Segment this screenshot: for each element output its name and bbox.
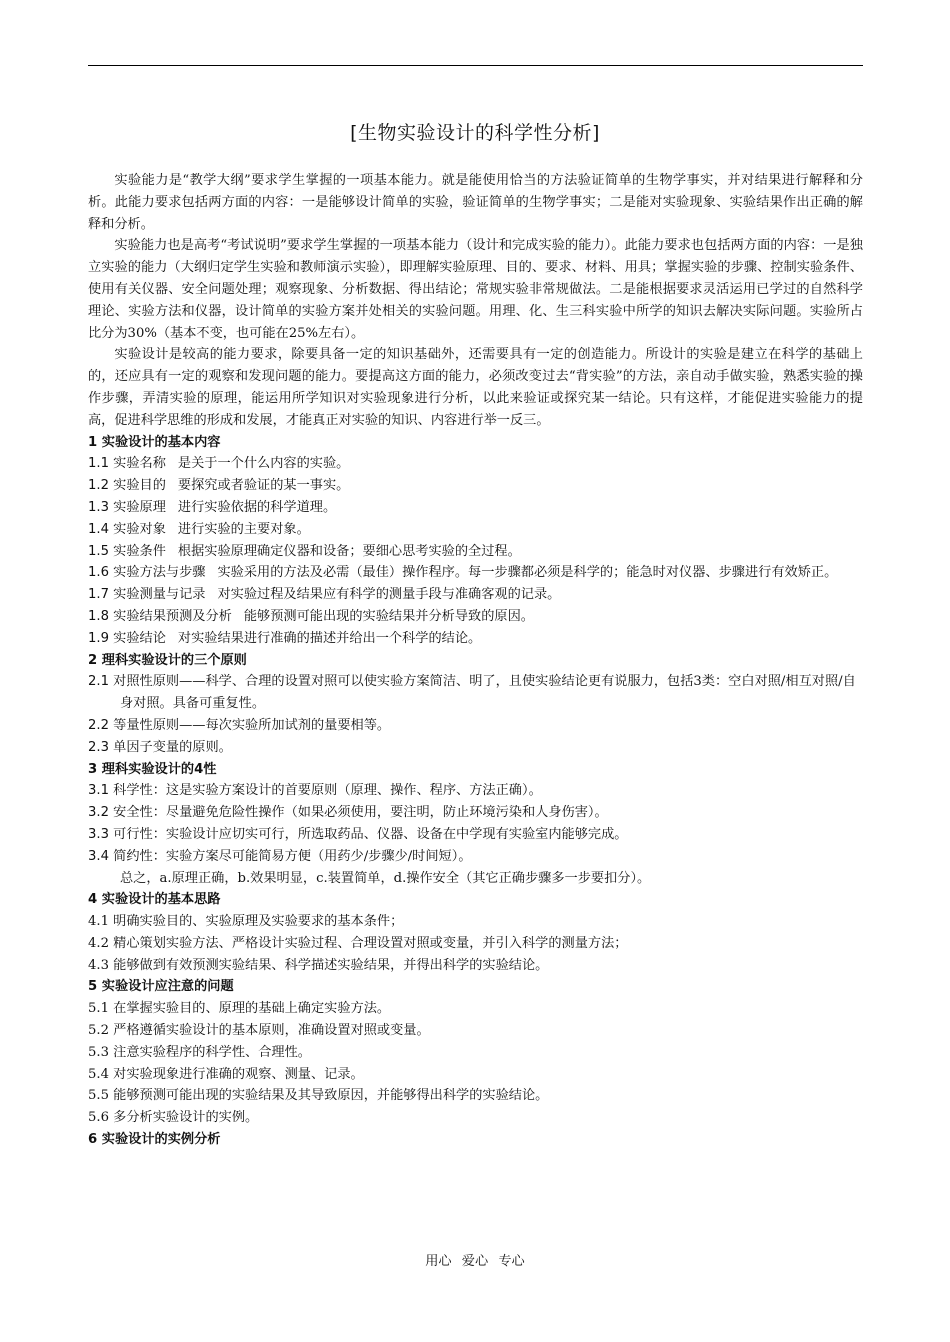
section-3-list [88,780,863,889]
list-item: 3.3 可行性：实验设计应切实可行，所选取药品、仪器、设备在中学现有实验室内能够完成。 [88,826,628,842]
list-item: 1.8 实验结果预测及分析 能够预测可能出现的实验结果并分析导致的原因。 [88,608,534,624]
section-4-list [88,911,863,976]
list-item: 1.2 实验目的 要探究或者验证的某一事实。 [88,478,350,494]
list-item: 2.2 等量性原则——每次实验所加试剂的量要相等。 [88,717,391,733]
list-item: 5.2 严格遵循实验设计的基本原则，准确设置对照或变量。 [88,1023,430,1039]
list-item: 1.1 实验名称 是关于一个什么内容的实验。 [88,456,350,472]
list-item: 2.3 单因子变量的原则。 [88,739,232,755]
list-item: 4.3 能够做到有效预测实验结果、科学描述实验结果，并得出科学的实验结论。 [88,957,549,973]
list-item: 5.1 在掌握实验目的、原理的基础上确定实验方法。 [88,1001,391,1017]
section-2-list [88,671,863,758]
section-1-list [88,453,863,649]
list-item: 3.1 科学性：这是实验方案设计的首要原则（原理、操作、程序、方法正确）。 [88,783,542,799]
list-item: 5.6 多分析实验设计的实例。 [88,1110,259,1126]
document-body [88,170,863,1151]
list-item: 1.4 实验对象 进行实验的主要对象。 [88,521,310,537]
list-item: 1.9 实验结论 对实验结果进行准确的描述并给出一个科学的结论。 [88,630,482,646]
list-item: 1.3 实验原理 进行实验依据的科学道理。 [88,499,337,515]
list-item: 3.2 安全性：尽量避免危险性操作（如果必须使用，要注明，防止环境污染和人身伤害）。 [88,805,608,821]
summary-line: 总之，a.原理正确，b.效果明显，c.装置简单，d.操作安全（其它正确步骤多一步要扣分）。 [120,870,651,886]
list-item: 4.1 明确实验目的、实验原理及实验要求的基本条件； [88,914,404,930]
page-footer: 用心 爱心 专心 [425,1254,525,1269]
intro-paragraph-2: 实验能力也是高考“考试说明”要求学生掌握的一项基本能力（设计和完成实验的能力）。此能力要求也包括两方面的内容：一是独立实验的能力（大纲归定学生实验和教师演示实验），即理解实验原理、目的、要求、材料、用具；掌握实验的步骤、控制实验条件、使用有关仪器、安全问题处理；观察现象、分析数据、得出结论；常规实验非常规做法。二是能根据要求灵活运用已学过的自然科学理论、实验方法和仪器，设计简单的实验方案并处相关的实验问题。用理、化、生三科实验中所学的知识去解决实际问题。实验所占比分为30%（基本不变，也可能在25%左右）。 [88,238,863,341]
section-heading-4: 4 实验设计的基本思路 [88,892,221,908]
list-item: 5.3 注意实验程序的科学性、合理性。 [88,1044,311,1060]
intro-paragraph-1: 实验能力是“教学大纲”要求学生掌握的一项基本能力。就是能使用恰当的方法验证简单的生物学事实，并对结果进行解释和分析。此能力要求包括两方面的内容：一是能够设计简单的实验，验证简单的生物学事实；二是能对实验现象、实验结果作出正确的解释和分析。 [88,173,863,232]
section-heading-5: 5 实验设计应注意的问题 [88,979,234,995]
list-item: 5.5 能够预测可能出现的实验结果及其导致原因，并能够得出科学的实验结论。 [88,1088,549,1104]
section-heading-2: 2 理科实验设计的三个原则 [88,652,247,668]
list-item: 5.4 对实验现象进行准确的观察、测量、记录。 [88,1066,364,1082]
list-item: 1.5 实验条件 根据实验原理确定仪器和设备；要细心思考实验的全过程。 [88,543,521,559]
list-item: 2.1 对照性原则——科学、合理的设置对照可以使实验方案简洁、明了，且使实验结论更有说服力，包括3类：空白对照/相互对照/自身对照。具备可重复性。 [88,674,856,712]
list-item: 3.4 简约性：实验方案尽可能简易方便（用药少/步骤少/时间短）。 [88,848,472,864]
section-5-list [88,998,863,1129]
intro-paragraph-3: 实验设计是较高的能力要求，除要具备一定的知识基础外，还需要具有一定的创造能力。所设计的实验是建立在科学的基础上的，还应具有一定的观察和发现问题的能力。要提高这方面的能力，必须改变过去“背实验”的方法，亲自动手做实验，熟悉实验的操作步骤，弄清实验的原理，能运用所学知识对实验现象进行分析，以此来验证或探究某一结论。只有这样，才能促进实验能力的提高，促进科学思维的形成和发展，才能真正对实验的知识、内容进行举一反三。 [88,347,863,428]
list-item: 4.2 精心策划实验方法、严格设计实验过程、合理设置对照或变量，并引入科学的测量方法； [88,935,628,951]
section-heading-1: 1 实验设计的基本内容 [88,434,221,450]
section-heading-3: 3 理科实验设计的4性 [88,761,217,777]
list-item: 1.6 实验方法与步骤 实验采用的方法及必需（最佳）操作程序。每一步骤都必须是科学的；能急时对仪器、步骤进行有效矫正。 [88,565,838,581]
header-rule [88,65,863,66]
section-heading-6: 6 实验设计的实例分析 [88,1132,221,1148]
page-title: [生物实验设计的科学性分析] [350,122,600,144]
list-item: 1.7 实验测量与记录 对实验过程及结果应有科学的测量手段与准确客观的记录。 [88,587,561,603]
